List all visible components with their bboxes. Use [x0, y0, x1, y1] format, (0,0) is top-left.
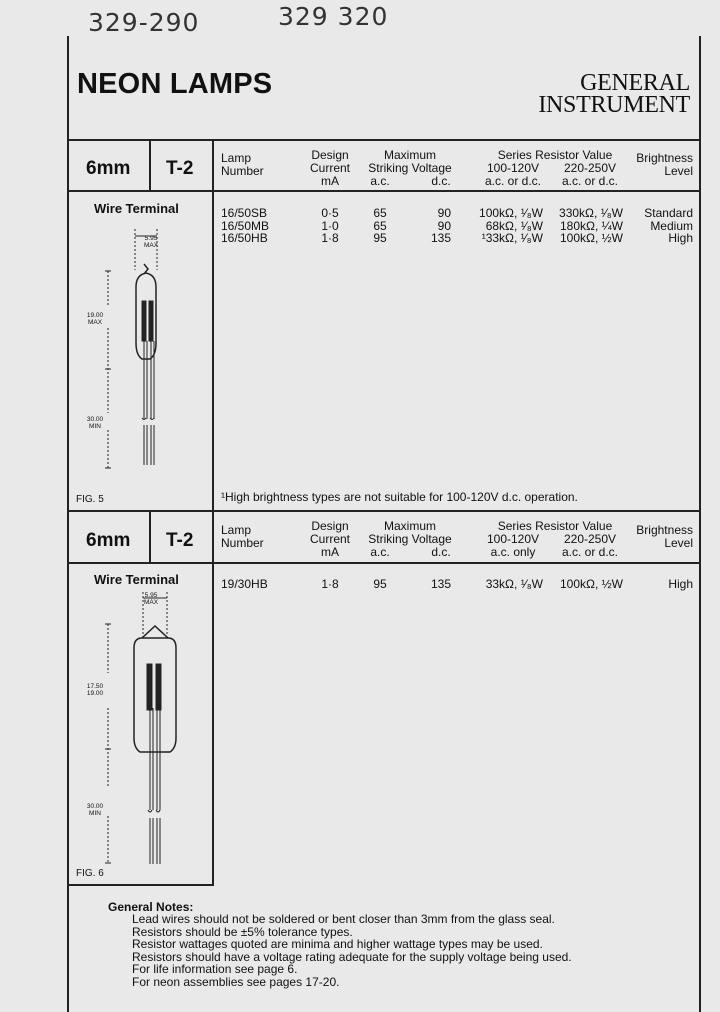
col-header-series-resistor: Series Resistor Value [497, 519, 613, 533]
dim-text: MIN [89, 810, 101, 817]
dim-text: 17.50 [86, 683, 104, 690]
cell-current: 0·5 [321, 206, 339, 220]
col-header-mode-low: a.c. only [490, 545, 536, 559]
cell-dc: 90 [437, 206, 451, 220]
figure-label: FIG. 5 [76, 494, 104, 505]
header-text: Level [664, 164, 693, 178]
figure-label: FIG. 6 [76, 868, 104, 879]
note-item: For life information see page 6. [132, 962, 298, 977]
col-header-design-current [300, 520, 360, 559]
cell-res-high: 330kΩ, ¹⁄₈W [559, 206, 623, 220]
cell-res-low: 68kΩ, ¹⁄₈W [485, 218, 543, 233]
header-text: Level [664, 536, 693, 550]
note-item: Resistors should be ±5% tolerance types. [132, 924, 353, 939]
divider [212, 139, 214, 511]
col-header-range-high: 220-250V [563, 161, 617, 175]
dim-text: 19.00 [86, 690, 104, 697]
divider [149, 510, 151, 563]
divider [67, 139, 701, 141]
general-notes-list [132, 913, 692, 989]
lamp-drawing-fig5 [70, 225, 212, 487]
cell-level: High [668, 577, 693, 591]
cell-lamp: 16/50MB [221, 218, 270, 233]
note-item: Lead wires should not be soldered or bent closer than 3mm from the glass seal. [132, 912, 555, 926]
divider [67, 190, 701, 192]
note-item: Resistors should have a voltage rating adequate for the supply voltage being used. [132, 949, 572, 964]
bulb-type-label: T-2 [166, 158, 194, 179]
col-header-series-resistor: Series Resistor Value [497, 148, 613, 162]
page-frame-right [699, 36, 701, 1012]
dim-lead-fig6 [82, 803, 108, 817]
col-header-ac: a.c. [370, 545, 390, 559]
header-text: Current [309, 532, 350, 546]
cell-current: 1·8 [321, 231, 339, 245]
col-header-range-low: 100-120V [486, 532, 540, 546]
cell-level: Medium [650, 218, 693, 233]
dim-text: MAX [143, 242, 159, 249]
dim-width-fig5 [138, 235, 164, 249]
header-text: mA [321, 174, 339, 188]
data-table [221, 207, 693, 247]
bulb-type-label: T-2 [166, 530, 194, 551]
page-frame-left [67, 36, 69, 1012]
cell-dc: 135 [430, 577, 451, 591]
col-header-range-high: 220-250V [563, 532, 617, 546]
dim-body-fig5 [82, 312, 108, 326]
header-text: mA [321, 545, 339, 559]
col-header-brightness [620, 152, 693, 178]
cell-ac: 65 [373, 218, 387, 233]
header-text: Striking Voltage [368, 532, 452, 546]
cell-res-low: ¹33kΩ, ¹⁄₈W [481, 231, 543, 245]
dim-text: MAX [143, 599, 159, 606]
divider [67, 510, 701, 512]
col-header-mode-low: a.c. or d.c. [484, 174, 542, 188]
header-text: Maximum [383, 148, 436, 162]
col-header-design-current [300, 149, 360, 188]
brand-line-2: INSTRUMENT [538, 92, 690, 118]
dim-text: 5.95 [144, 235, 158, 242]
cell-res-high: 100kΩ, ½W [560, 577, 623, 591]
col-header-dc: d.c. [431, 545, 451, 559]
col-header-dc: d.c. [431, 174, 451, 188]
header-text: Design [311, 519, 349, 533]
header-text: Number [221, 536, 264, 550]
cell-level: Standard [644, 206, 693, 220]
col-header-lamp [221, 152, 264, 178]
size-label: 6mm [86, 530, 131, 551]
col-header-brightness [620, 524, 693, 550]
note-item: Resistor wattages quoted are minima and higher wattage types may be used. [132, 937, 543, 952]
col-header-range-low: 100-120V [486, 161, 540, 175]
dim-text: 30.00 [86, 803, 104, 810]
dim-text: 19.00 [86, 312, 104, 319]
header-text: Number [221, 164, 264, 178]
terminal-label: Wire Terminal [94, 201, 179, 216]
header-text: Current [309, 161, 350, 175]
header-text: Brightness [636, 523, 693, 537]
footnote: ¹High brightness types are not suitable for 100-120V d.c. operation. [221, 490, 578, 504]
header-text: Maximum [383, 519, 436, 533]
cell-dc: 90 [437, 218, 451, 233]
lamp-drawing-fig6 [70, 588, 212, 870]
col-header-mode-high: a.c. or d.c. [561, 174, 619, 188]
cell-level: High [668, 231, 693, 245]
cell-current: 1·8 [321, 577, 339, 591]
divider [67, 562, 701, 564]
handwritten-part-number-right: 329 320 [278, 2, 389, 31]
cell-lamp: 19/30HB [221, 577, 268, 591]
cell-dc: 135 [430, 231, 451, 245]
col-header-lamp [221, 524, 264, 550]
divider [149, 139, 151, 191]
dim-text: 30.00 [86, 416, 104, 423]
header-text: Design [311, 148, 349, 162]
col-header-striking-voltage [360, 149, 460, 175]
cell-res-high: 100kΩ, ½W [560, 231, 623, 245]
dim-width-fig6 [138, 592, 164, 606]
divider [212, 510, 214, 886]
page-title: NEON LAMPS [77, 68, 273, 100]
dim-text: 5.95 [144, 592, 158, 599]
header-text: Brightness [636, 151, 693, 165]
cell-res-low: 33kΩ, ¹⁄₈W [485, 577, 543, 591]
cell-ac: 65 [373, 206, 387, 220]
general-notes-title: General Notes: [108, 900, 194, 914]
dim-text: MAX [87, 319, 103, 326]
note-item: For neon assemblies see pages 17-20. [132, 974, 340, 989]
cell-ac: 95 [373, 231, 387, 245]
col-header-striking-voltage [360, 520, 460, 546]
data-table [221, 578, 693, 594]
cell-current: 1·0 [321, 218, 339, 233]
divider [67, 884, 214, 886]
cell-lamp: 16/50HB [221, 231, 268, 245]
brand-logo [520, 72, 690, 116]
cell-lamp: 16/50SB [221, 206, 268, 220]
size-label: 6mm [86, 158, 131, 179]
brand-line-1: GENERAL [580, 70, 690, 96]
dim-text: MIN [89, 423, 101, 430]
cell-res-low: 100kΩ, ¹⁄₈W [479, 206, 543, 220]
header-text: Striking Voltage [368, 161, 452, 175]
terminal-label: Wire Terminal [94, 572, 179, 587]
col-header-ac: a.c. [370, 174, 390, 188]
col-header-mode-high: a.c. or d.c. [561, 545, 619, 559]
dim-lead-fig5 [82, 416, 108, 430]
dim-body-fig6 [82, 683, 108, 697]
header-text: Lamp [221, 523, 252, 537]
header-text: Lamp [221, 151, 252, 165]
cell-ac: 95 [373, 577, 387, 591]
handwritten-part-number-left: 329-290 [88, 8, 200, 37]
cell-res-high: 180kΩ, ¼W [560, 218, 623, 233]
